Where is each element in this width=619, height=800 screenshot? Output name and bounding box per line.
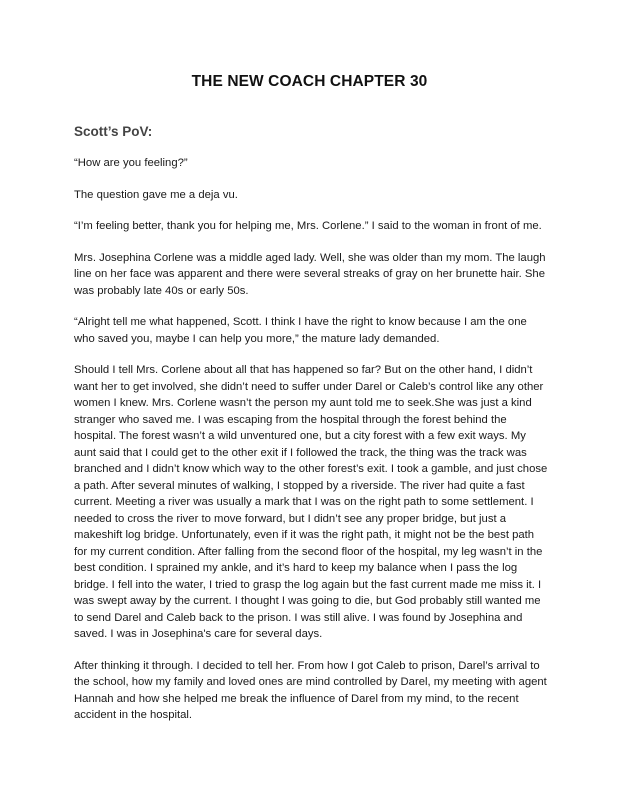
paragraph: Should I tell Mrs. Corlene about all that has happened so far? But on the other hand, I didn’t want her to get involved, she didn’t need to suffer under Darel or Caleb’s control like any other women I knew. Mrs. Corlene wasn’t the person my aunt told me to seek.She was just a kind stranger who saved me. I was escaping from the hospital through the forest behind the hospital. The forest wasn’t a wild unventured one, but a city forest with a few exit ways. My aunt said that I could get to the other exit if I followed the track, the thing was the track was branched and I didn’t know which way to the other forest’s exit. I took a gamble, and just chose a path. After several minutes of walking, I stopped by a riverside. The river had quite a fast current. Meeting a river was usually a mark that I was on the right path to some settlement. I needed to cross the river to move forward, but I didn’t see any proper bridge, but just a makeshift log bridge. Unfortunately, even if it was the right path, it might not be the best path for my current condition. After falling from the second floor of the hospital, my leg wasn’t in the best condition. I sprained my ankle, and it’s hard to keep my balance when I pass the log bridge. I fell into the water, I tried to grasp the log again but the fast current made me miss it. I was swept away by the current. I thought I was going to die, but God probably still wanted me to send Darel and Caleb back to the prison. I was still alive. I was found by Josephina and saved. I was in Josephina's care for several days. [74,364,548,640]
paragraph: “How are you feeling?” [74,157,188,169]
paragraph: Mrs. Josephina Corlene was a middle aged lady. Well, she was older than my mom. The laugh line on her face was apparent and there were several streaks of gray on her brunette hair. She was probably late 40s or early 50s. [74,251,546,297]
paragraph: “Alright tell me what happened, Scott. I think I have the right to know because I am the one who saved you, maybe I can help you more,” the mature lady demanded. [74,316,527,345]
document-body [74,155,550,739]
paragraph: After thinking it through. I decided to tell her. From how I got Caleb to prison, Darel’s arrival to the school, how my family and loved ones are mind controlled by Darel, my meeting with agent Hannah and how she helped me break the influence of Darel from my mind, to the recent accident in the hospital. [74,659,547,721]
paragraph: The question gave me a deja vu. [74,188,238,201]
section-heading: Scott’s PoV: [74,124,153,139]
paragraph: “I’m feeling better, thank you for helping me, Mrs. Corlene.” I said to the woman in front of me. [74,220,542,232]
chapter-title: THE NEW COACH CHAPTER 30 [191,73,428,90]
